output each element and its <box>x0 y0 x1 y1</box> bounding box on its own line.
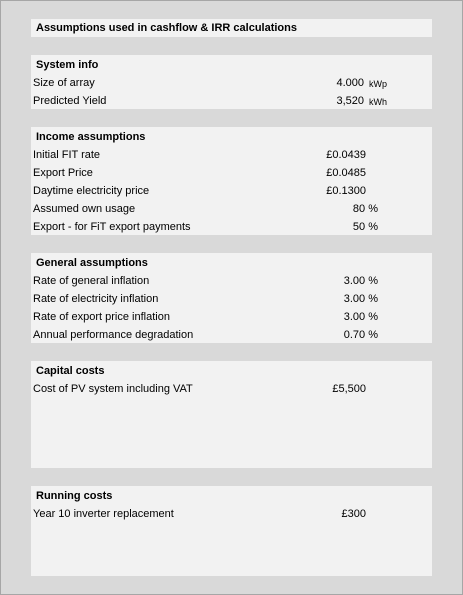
size-of-array-unit: kWp <box>369 79 387 89</box>
export-price-inflation-value: 3.00 % <box>343 311 378 323</box>
assumed-own-usage-value: 80 % <box>352 203 378 215</box>
predicted-yield-value: 3,520 <box>336 95 364 107</box>
size-of-array-value: 4.000 <box>336 77 364 89</box>
running-header: Running costs <box>36 490 113 502</box>
system-info-header: System info <box>36 59 99 71</box>
predicted-yield-unit: kWh <box>369 97 387 107</box>
initial-fit-rate-value: £0.0439 <box>326 149 366 161</box>
general-header: General assumptions <box>36 257 148 269</box>
daytime-electricity-price-value: £0.1300 <box>326 185 366 197</box>
pv-system-cost-value: £5,500 <box>332 383 366 395</box>
export-price-value: £0.0485 <box>326 167 366 179</box>
capital-header: Capital costs <box>36 365 105 377</box>
export-price-label: Export Price <box>33 167 93 179</box>
daytime-electricity-price-label: Daytime electricity price <box>33 185 150 197</box>
electricity-inflation-value: 3.00 % <box>343 293 378 305</box>
inverter-replacement-label: Year 10 inverter replacement <box>33 508 174 520</box>
income-header: Income assumptions <box>36 131 146 143</box>
predicted-yield-label: Predicted Yield <box>33 95 107 107</box>
size-of-array-label: Size of array <box>33 77 95 89</box>
general-inflation-value: 3.00 % <box>343 275 378 287</box>
performance-degradation-value: 0.70 % <box>343 329 378 341</box>
export-price-inflation-label: Rate of export price inflation <box>33 311 170 323</box>
initial-fit-rate-label: Initial FIT rate <box>33 149 101 161</box>
export-fit-payments-value: 50 % <box>352 221 378 233</box>
page-title: Assumptions used in cashflow & IRR calculations <box>36 22 297 34</box>
general-inflation-label: Rate of general inflation <box>33 275 150 287</box>
electricity-inflation-label: Rate of electricity inflation <box>33 293 159 305</box>
inverter-replacement-value: £300 <box>341 508 366 520</box>
export-fit-payments-label: Export - for FiT export payments <box>33 221 191 233</box>
performance-degradation-label: Annual performance degradation <box>33 329 194 341</box>
assumed-own-usage-label: Assumed own usage <box>33 203 136 215</box>
pv-system-cost-label: Cost of PV system including VAT <box>33 383 193 395</box>
